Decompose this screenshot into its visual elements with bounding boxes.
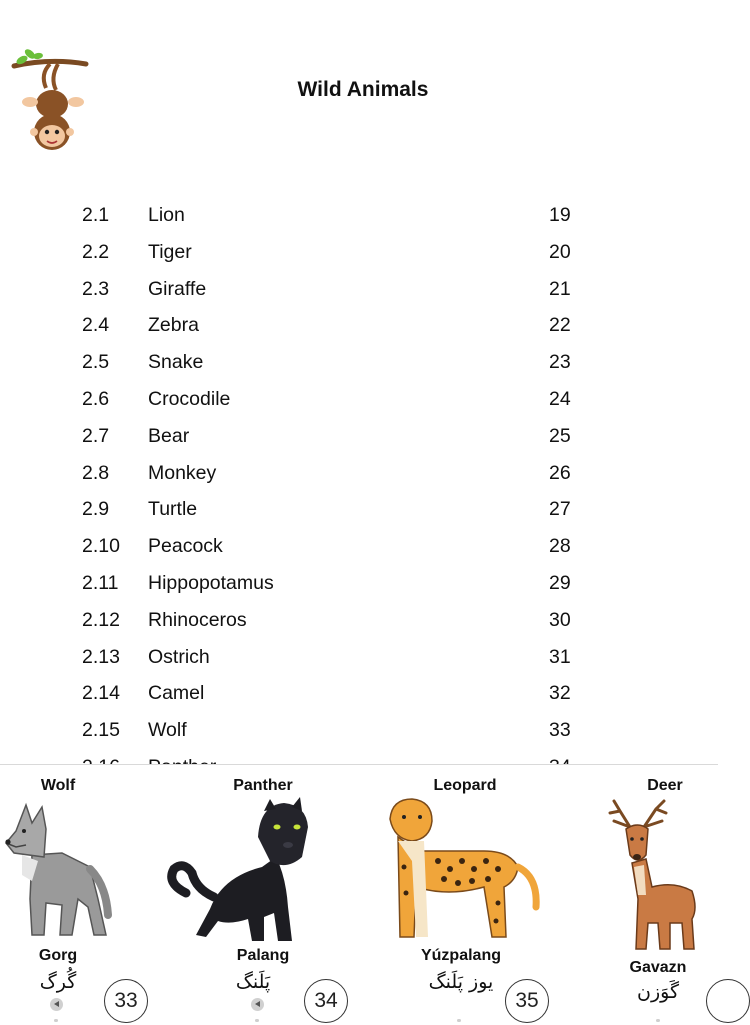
toc-entry-number: 2.1 [82,204,110,226]
toc-entry-number: 2.14 [82,682,120,705]
toc-entry-number: 2.4 [82,314,110,337]
thumbnail-title: Deer [647,777,683,794]
page-number-badge: 34 [304,979,348,1023]
toc-entry-number: 2.6 [82,388,110,410]
page-header [0,0,718,180]
toc-entry-number: 2.2 [82,240,110,263]
thumbnail-persian: گُرگ [39,971,77,993]
page-number-badge: 33 [104,979,148,1023]
toc-entry-title: Zebra [148,314,199,337]
wolf-icon [2,795,110,945]
toc-entry-title: Wolf [148,719,187,742]
thumbnail-transliteration: Gavazn [629,959,687,976]
toc-entry-page: 30 [549,608,571,631]
toc-entry-page: 23 [549,351,571,374]
leopard-icon [388,797,542,943]
toc-entry-page: 20 [549,240,571,263]
toc-entry-number: 2.8 [82,461,110,484]
toc-entry-number: 2.15 [82,719,120,742]
toc-row[interactable] [0,270,718,306]
thumbnail-panther[interactable] [150,765,360,1025]
toc-entry-title: Rhinoceros [148,608,247,631]
toc-entry-page: 31 [549,645,571,668]
toc-row[interactable] [0,417,718,453]
toc-entry-number: 2.7 [82,424,110,447]
indicator-dot [255,1019,259,1022]
speaker-icon[interactable] [251,998,264,1011]
thumbnail-leopard[interactable] [360,765,570,1025]
toc-entry-title: Bear [148,424,190,447]
speaker-icon[interactable] [50,998,63,1011]
toc-entry-title: Monkey [148,461,217,484]
toc-entry-page: 27 [549,498,571,521]
toc-entry-page: 21 [549,277,571,300]
indicator-dot [457,1019,461,1022]
toc-entry-page: 19 [549,204,571,226]
toc-entry-number: 2.3 [82,277,110,300]
toc-row[interactable] [0,196,718,232]
toc-entry-page: 25 [549,424,571,447]
table-of-contents[interactable] [0,196,718,764]
toc-entry-title: Turtle [148,498,198,521]
thumbnail-transliteration: Palang [236,947,290,964]
toc-entry-number: 2.11 [82,572,119,594]
toc-entry-title: Peacock [148,535,223,558]
toc-row[interactable] [0,638,718,674]
page-thumbnail-strip[interactable] [0,764,718,1025]
toc-entry-page: 28 [549,535,571,558]
page-number-badge: 35 [505,979,549,1023]
panther-icon [166,797,320,945]
toc-entry-title: Snake [148,351,204,374]
toc-row[interactable] [0,601,718,637]
toc-row[interactable] [0,490,718,526]
toc-entry-title: Lion [148,204,185,226]
thumbnail-persian: پَلَنگ [235,971,271,993]
toc-row[interactable] [0,306,718,342]
toc-entry-title: Ostrich [148,645,210,668]
thumbnail-wolf[interactable] [0,765,150,1025]
toc-row[interactable] [0,527,718,563]
toc-entry-number: 2.5 [82,351,110,374]
toc-entry-page: 22 [549,314,571,337]
toc-entry-title: Giraffe [148,277,207,300]
toc-entry-page: 33 [549,719,571,742]
toc-row[interactable] [0,380,718,416]
indicator-dot [54,1019,58,1022]
toc-entry-title: Hippopotamus [148,572,274,594]
deer-icon [600,799,702,955]
toc-row[interactable] [0,564,718,600]
toc-entry-title: Crocodile [148,388,231,410]
indicator-dot [656,1019,660,1022]
toc-entry-page: 26 [549,461,571,484]
thumbnail-persian: یوز پَلَنگ [428,971,494,993]
toc-entry-page: 29 [549,572,571,594]
toc-entry-number: 2.13 [82,645,120,668]
thumbnail-transliteration: Gorg [38,947,78,964]
toc-row[interactable] [0,454,718,490]
page-title: Wild Animals [297,78,429,101]
toc-row[interactable] [0,343,718,379]
page-number-badge [706,979,750,1023]
thumbnail-title: Panther [233,777,293,794]
toc-entry-page: 24 [549,388,571,410]
toc-entry-number: 2.9 [82,498,110,521]
toc-entry-page: 32 [549,682,571,705]
toc-entry-number: 2.12 [82,608,120,631]
toc-row[interactable] [0,674,718,710]
toc-row[interactable] [0,711,718,747]
thumbnail-deer[interactable] [570,765,718,1025]
toc-entry-number: 2.10 [82,535,120,558]
thumbnail-title: Wolf [40,777,76,794]
toc-entry-title: Camel [148,682,205,705]
thumbnail-title: Leopard [433,777,497,794]
toc-row[interactable] [0,233,718,269]
thumbnail-persian: گَوَزن [637,981,679,1003]
toc-entry-title: Tiger [148,240,192,263]
thumbnail-transliteration: Yúzpalang [420,947,501,964]
